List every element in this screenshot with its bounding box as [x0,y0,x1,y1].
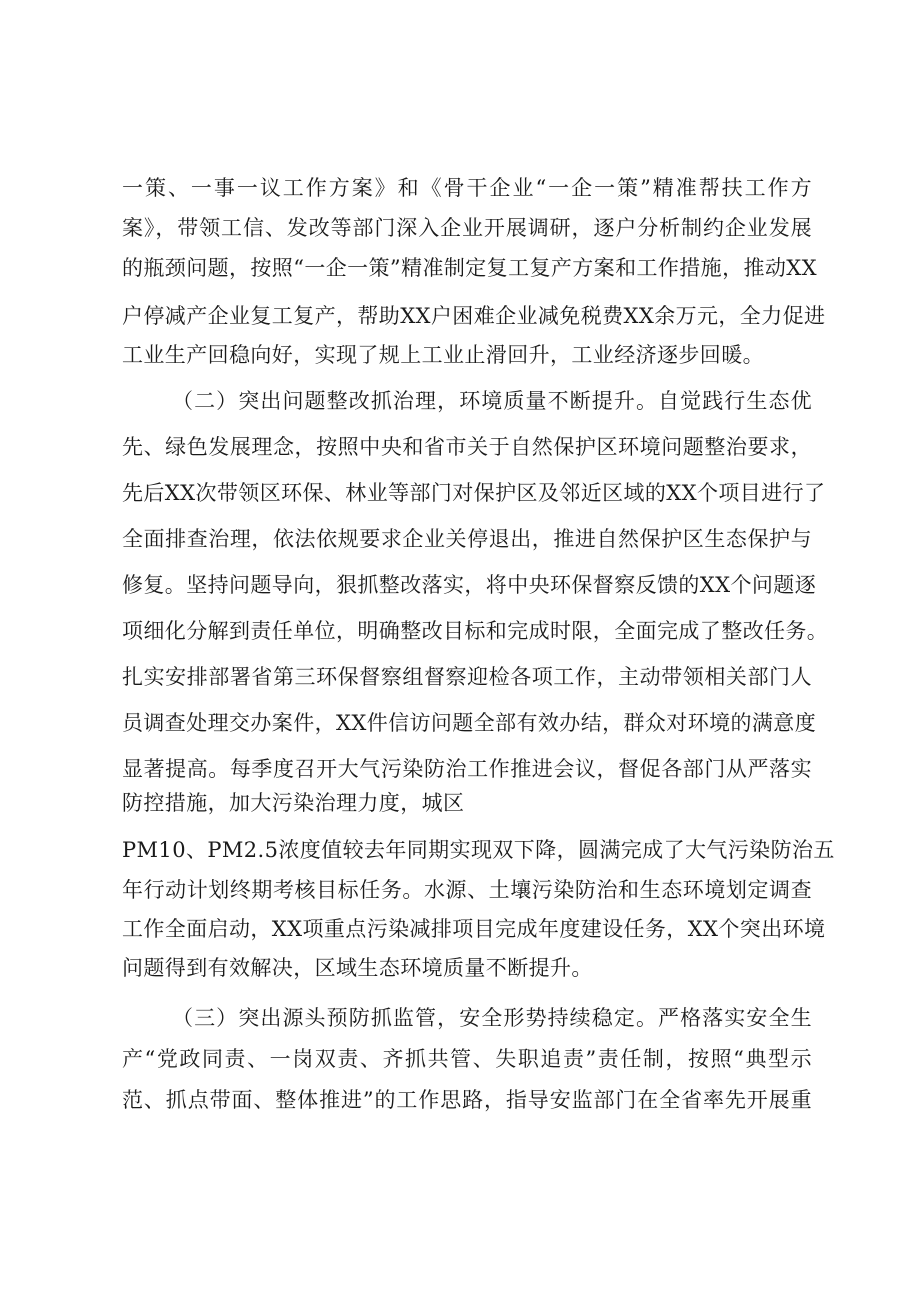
text-line: 工业生产回稳向好，实现了规上工业止滑回升，工业经济逐步回暖。 [122,343,764,367]
text-line: 范、抓点带面、整体推进”的工作思路，指导安监部门在全省率先开展重 [122,1088,812,1112]
text-line: 员调查处理交办案件，XX件信访问题全部有效办结，群众对环境的满意度 [122,711,817,735]
text-line: 扎实安排部署省第三环保督察组督察迎检各项工作，主动带领相关部门人 [122,665,812,689]
text-line: 案》，带领工信、发改等部门深入企业开展调研，逐户分析制约企业发展 [122,216,812,240]
section-3-first-line: （三）突出源头预防抓监管，安全形势持续稳定。严格落实安全生 [172,1006,812,1030]
text-line: 年行动计划终期考核目标任务。水源、土壤污染防治和生态环境划定调查 [122,878,812,902]
text-line: 防控措施，加大污染治理力度，城区 [122,791,465,815]
text-line: 一策、一事一议工作方案》和《骨干企业“一企一策”精准帮扶工作方 [122,176,812,200]
text-line: 先、绿色发展理念，按照中央和省市关于自然保护区环境问题整治要求， [122,435,812,459]
text-line: 问题得到有效解决，区域生态环境质量不断提升。 [122,956,593,980]
text-line: 全面排查治理，依法依规要求企业关停退出，推进自然保护区生态保护与 [122,527,812,551]
text-line: PM10、PM2.5浓度值较去年同期实现双下降，圆满完成了大气污染防治五 [122,838,835,862]
text-line: 项细化分解到责任单位，明确整改目标和完成时限，全面完成了整改任务。 [122,619,829,643]
text-line: 工作全面启动，XX项重点污染减排项目完成年度建设任务，XX个突出环境 [122,917,826,941]
text-line: 修复。坚持问题导向，狠抓整改落实，将中央环保督察反馈的XX个问题逐 [122,573,817,597]
section-2-first-line: （二）突出问题整改抓治理，环境质量不断提升。自觉践行生态优 [172,389,812,413]
text-line: 先后XX次带领区环保、林业等部门对保护区及邻近区域的XX个项目进行了 [122,481,826,505]
text-line: 户停减产企业复工复产，帮助XX户困难企业减免税费XX余万元，全力促进 [122,304,826,328]
text-line: 的瓶颈问题，按照“一企一策”精准制定复工复产方案和工作措施，推动XX [122,256,817,280]
text-line: 产“党政同责、一岗双责、齐抓共管、失职追责”责任制，按照“典型示 [122,1047,812,1071]
text-line: 显著提高。每季度召开大气污染防治工作推进会议，督促各部门从严落实 [122,757,812,781]
